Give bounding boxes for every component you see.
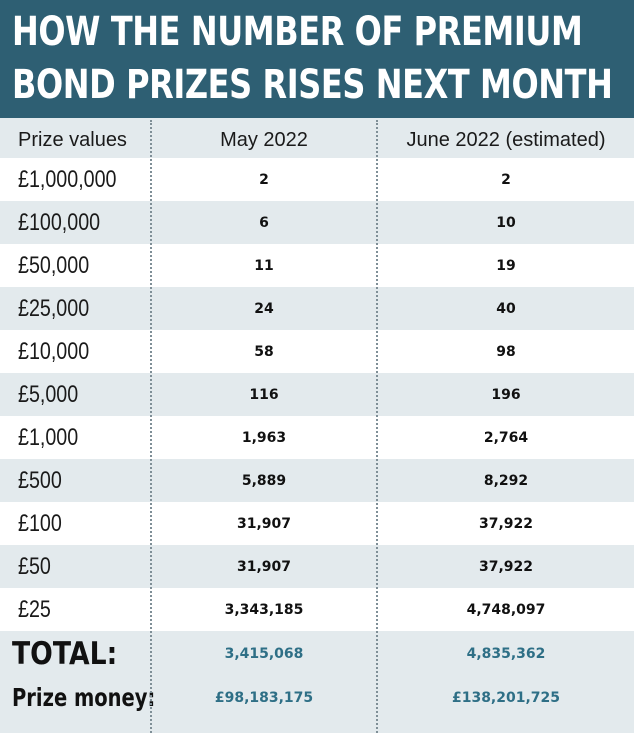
june-2022-count: 40 [496, 301, 516, 317]
prize-money-row [0, 675, 634, 719]
prize-value-label: £25 [18, 596, 51, 623]
june-2022-count: 4,748,097 [466, 602, 546, 618]
may-2022-count: 3,343,185 [224, 602, 304, 618]
column-separator [376, 120, 378, 733]
table-row [0, 459, 634, 502]
table-row [0, 330, 634, 373]
may-2022-count: 2 [259, 172, 269, 188]
prize-value-label: £5,000 [18, 381, 79, 408]
prize-value-label: £100 [18, 510, 62, 537]
june-2022-count: 98 [496, 344, 516, 360]
prize-value-label: £100,000 [18, 209, 101, 236]
june-2022-count: 2,764 [483, 430, 529, 446]
may-2022-count: 11 [254, 258, 274, 274]
table-row [0, 287, 634, 330]
table-row [0, 244, 634, 287]
june-2022-count: 2 [501, 172, 511, 188]
table-row [0, 416, 634, 459]
table-row [0, 588, 634, 631]
title-line-2: BOND PRIZES RISES NEXT MONTH [12, 62, 613, 108]
may-2022-count: 58 [254, 344, 274, 360]
may-2022-count: 31,907 [236, 559, 292, 575]
table-row [0, 373, 634, 416]
prize-value-label: £10,000 [18, 338, 90, 365]
table-header [0, 120, 634, 158]
header-prize-values: Prize values [18, 129, 127, 151]
june-2022-count: 37,922 [478, 559, 534, 575]
may-2022-count: 6 [259, 215, 269, 231]
june-2022-count: 37,922 [478, 516, 534, 532]
total-row [0, 631, 634, 675]
total-label: TOTAL: [12, 636, 118, 672]
header-june-2022: June 2022 (estimated) [406, 129, 606, 151]
title-banner [0, 0, 634, 118]
table-row [0, 201, 634, 244]
may-2022-count: 116 [249, 387, 279, 403]
june-2022-count: 196 [491, 387, 521, 403]
may-2022-count: 24 [254, 301, 274, 317]
prize-value-label: £1,000 [18, 424, 79, 451]
prize-value-label: £1,000,000 [18, 166, 117, 193]
june-2022-total: 4,835,362 [466, 646, 546, 662]
june-2022-count: 10 [496, 215, 516, 231]
table-row [0, 545, 634, 588]
may-2022-count: 31,907 [236, 516, 292, 532]
prize-value-label: £25,000 [18, 295, 90, 322]
may-2022-count: 1,963 [241, 430, 287, 446]
prize-value-label: £50,000 [18, 252, 90, 279]
may-2022-prize-money: £98,183,175 [214, 690, 314, 706]
may-2022-count: 5,889 [241, 473, 287, 489]
may-2022-total: 3,415,068 [224, 646, 304, 662]
june-2022-prize-money: £138,201,725 [451, 690, 561, 706]
table-row [0, 502, 634, 545]
prize-table [0, 120, 634, 733]
prize-value-label: £500 [18, 467, 62, 494]
column-separator [150, 120, 152, 733]
table-row [0, 158, 634, 201]
june-2022-count: 19 [496, 258, 516, 274]
prize-value-label: £50 [18, 553, 51, 580]
title-line-1: HOW THE NUMBER OF PREMIUM [12, 9, 583, 55]
june-2022-count: 8,292 [483, 473, 529, 489]
header-may-2022: May 2022 [220, 129, 308, 151]
prize-money-label: Prize money: [12, 683, 156, 712]
